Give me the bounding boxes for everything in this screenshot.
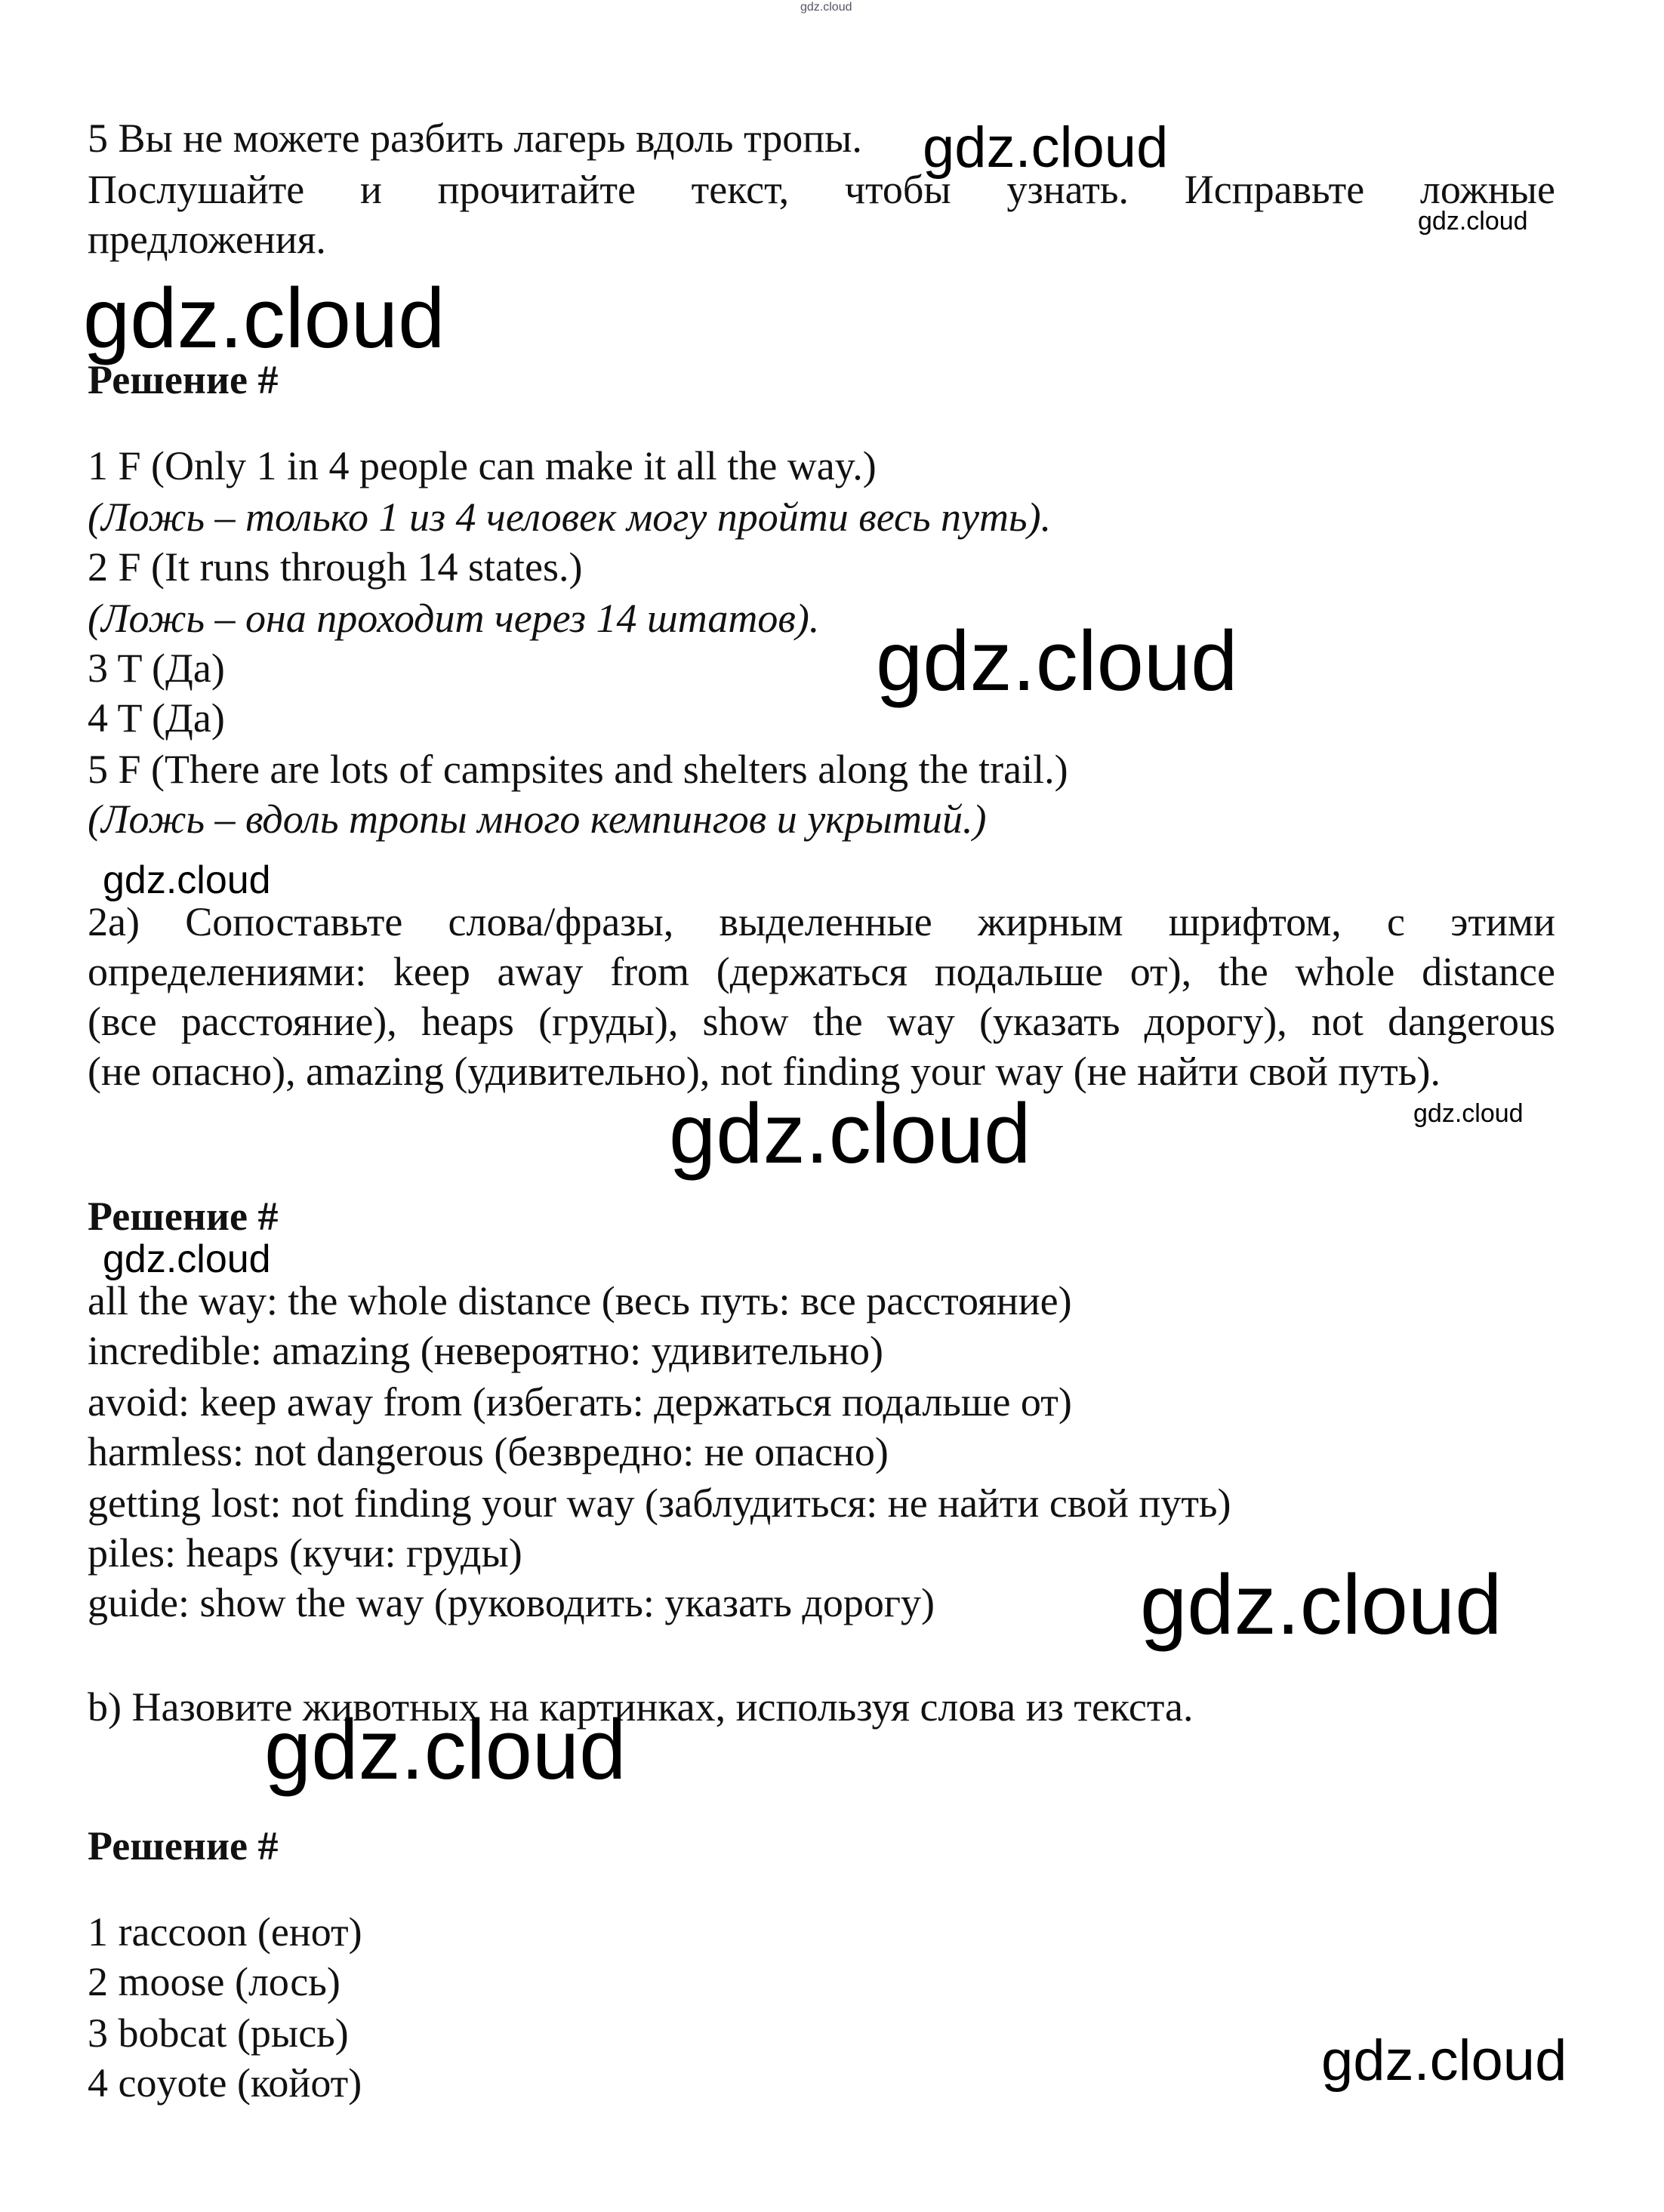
watermark: gdz.cloud bbox=[264, 1702, 627, 1797]
answer-line: avoid: keep away from (избегать: держаться подальше от) bbox=[88, 1379, 1072, 1425]
answer-line: 4 T (Да) bbox=[88, 695, 225, 741]
answer-line: 1 raccoon (енот) bbox=[88, 1909, 362, 1955]
answer-line: 2 moose (лось) bbox=[88, 1959, 341, 2004]
solution-label: Решение # bbox=[88, 1194, 279, 1239]
statement-5: 5 Вы не можете разбить лагерь вдоль тропы. bbox=[88, 116, 862, 161]
answer-line: getting lost: not finding your way (заблудиться: не найти свой путь) bbox=[88, 1480, 1231, 1526]
watermark: gdz.cloud bbox=[103, 858, 271, 902]
instruction-line-2: предложения. bbox=[88, 217, 326, 262]
answer-line: incredible: amazing (невероятно: удивительно) bbox=[88, 1328, 884, 1373]
instruction-line-1: Послушайте и прочитайте текст, чтобы узнать. Исправьте ложные bbox=[88, 167, 1555, 212]
watermark: gdz.cloud bbox=[669, 1086, 1031, 1181]
task2a-line-4: (не опасно), amazing (удивительно), not finding your way (не найти свой путь). bbox=[88, 1049, 1441, 1094]
task2a-line-1: 2a) Сопоставьте слова/фразы, выделенные жирным шрифтом, с этими bbox=[88, 899, 1555, 944]
answer-line: 3 bobcat (рысь) bbox=[88, 2010, 349, 2056]
task2a-line-3: (все расстояние), heaps (груды), show the way (указать дорогу), not dangerous bbox=[88, 999, 1555, 1044]
answer-line: 5 F (There are lots of campsites and shelters along the trail.) bbox=[88, 747, 1068, 792]
answer-line: piles: heaps (кучи: груды) bbox=[88, 1530, 522, 1576]
watermark: gdz.cloud bbox=[876, 614, 1238, 708]
answer-line: 4 coyote (койот) bbox=[88, 2060, 362, 2106]
watermark: gdz.cloud bbox=[1413, 1099, 1524, 1128]
task2b-instruction: b) Назовите животных на картинках, используя слова из текста. bbox=[88, 1684, 1194, 1730]
watermark: gdz.cloud bbox=[923, 116, 1169, 180]
solution-label: Решение # bbox=[88, 357, 279, 402]
answer-line: harmless: not dangerous (безвредно: не опасно) bbox=[88, 1429, 889, 1474]
watermark: gdz.cloud bbox=[83, 271, 445, 365]
answer-translation: (Ложь – она проходит через 14 штатов). bbox=[88, 596, 820, 641]
task2a-line-2: определениями: keep away from (держаться подальше от), the whole distance bbox=[88, 949, 1555, 994]
watermark: gdz.cloud bbox=[1418, 207, 1528, 236]
watermark: gdz.cloud bbox=[1140, 1557, 1502, 1652]
solution-label: Решение # bbox=[88, 1823, 279, 1868]
watermark-top: gdz.cloud bbox=[800, 1, 852, 14]
answer-translation: (Ложь – вдоль тропы много кемпингов и укрытий.) bbox=[88, 796, 987, 842]
answer-line: all the way: the whole distance (весь путь: все расстояние) bbox=[88, 1278, 1072, 1323]
answer-line: 3 T (Да) bbox=[88, 645, 225, 691]
answer-line: 2 F (It runs through 14 states.) bbox=[88, 544, 583, 590]
answer-line: 1 F (Only 1 in 4 people can make it all the way.) bbox=[88, 443, 877, 488]
watermark: gdz.cloud bbox=[1321, 2029, 1567, 2093]
answer-line: guide: show the way (руководить: указать дорогу) bbox=[88, 1580, 935, 1625]
answer-translation: (Ложь – только 1 из 4 человек могу пройти весь путь). bbox=[88, 494, 1052, 540]
watermark: gdz.cloud bbox=[103, 1237, 271, 1281]
